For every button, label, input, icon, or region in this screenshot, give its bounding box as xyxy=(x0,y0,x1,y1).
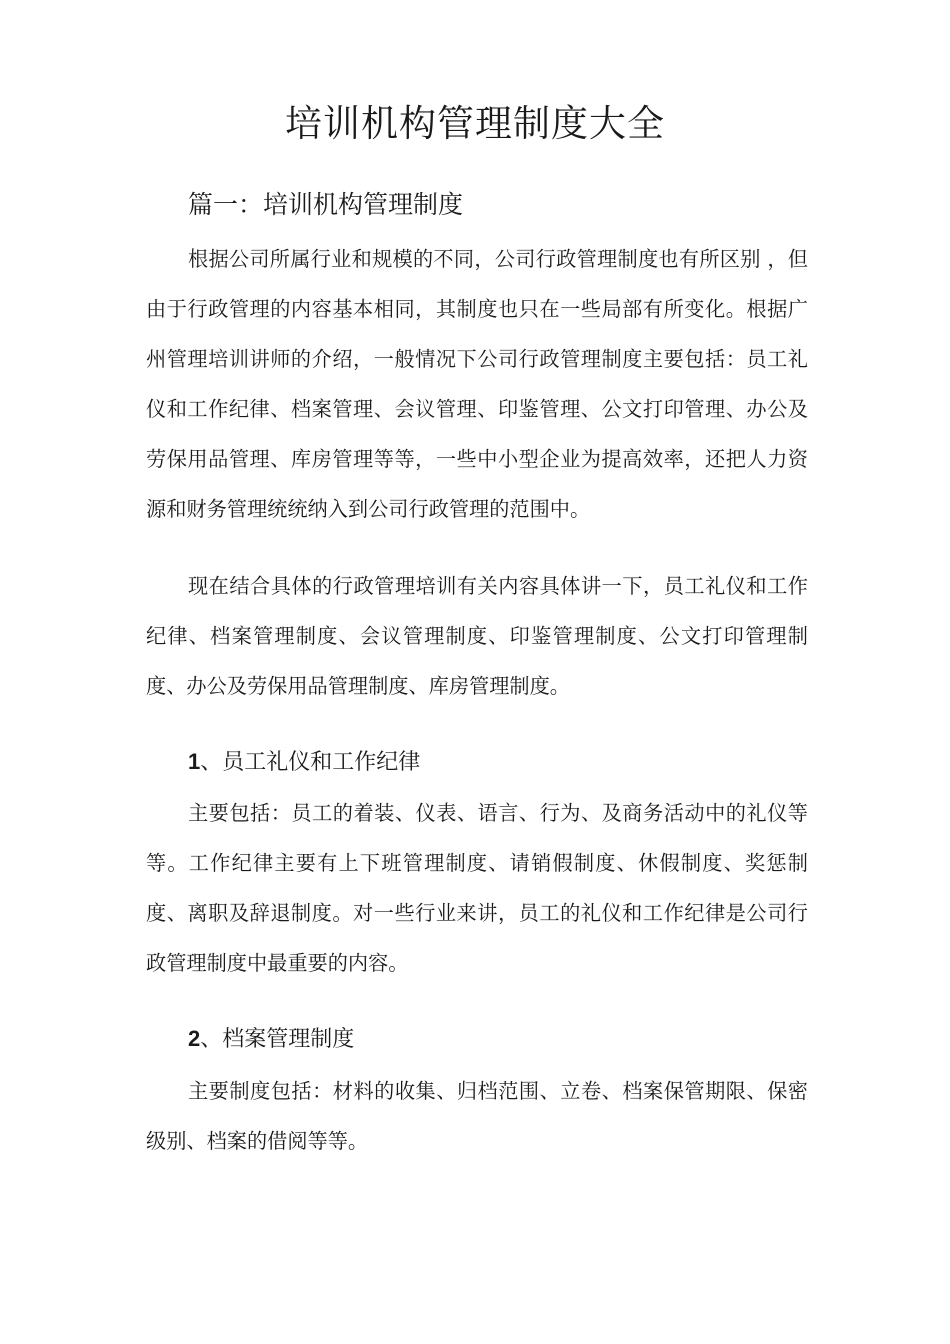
document-title: 培训机构管理制度大全 xyxy=(285,102,665,145)
section-1-body: 主要包括：员工的着装、仪表、语言、行为、及商务活动中的礼仪等等。工作纪律主要有上下班管理制度、请销假制度、休假制度、奖惩制度、离职及辞退制度。对一些行业来讲，员工的礼仪和工作纪律是公司行政管理制度中最重要的内容。 xyxy=(146,801,808,975)
section-heading-1 xyxy=(188,745,420,780)
section-title-2: 、档案管理制度 xyxy=(200,1027,355,1052)
intro-paragraph: 根据公司所属行业和规模的不同，公司行政管理制度也有所区别 ，但由于行政管理的内容基本相同，其制度也只在一些局部有所变化。根据广州管理培训讲师的介绍，一般情况下公司行政管理制度主要包括：员工礼仪和工作纪律、档案管理、会议管理、印鉴管理、公文打印管理、办公及劳保用品管理、库房管理等等，一些中小型企业为提高效率，还把人力资源和财务管理统统纳入到公司行政管理的范围中。 xyxy=(146,247,808,521)
section-number-1: 1 xyxy=(188,749,201,774)
overview-paragraph: 现在结合具体的行政管理培训有关内容具体讲一下，员工礼仪和工作纪律、档案管理制度、会议管理制度、印鉴管理制度、公文打印管理制度、办公及劳保用品管理制度、库房管理制度。 xyxy=(146,574,808,698)
section-number-2: 2 xyxy=(188,1026,201,1051)
section-heading-2 xyxy=(188,1022,354,1057)
section-title-1: 、员工礼仪和工作纪律 xyxy=(200,750,421,775)
chapter-heading: 篇一：培训机构管理制度 xyxy=(188,190,464,219)
section-2-body: 主要制度包括：材料的收集、归档范围、立卷、档案保管期限、保密级别、档案的借阅等等。 xyxy=(146,1079,808,1153)
